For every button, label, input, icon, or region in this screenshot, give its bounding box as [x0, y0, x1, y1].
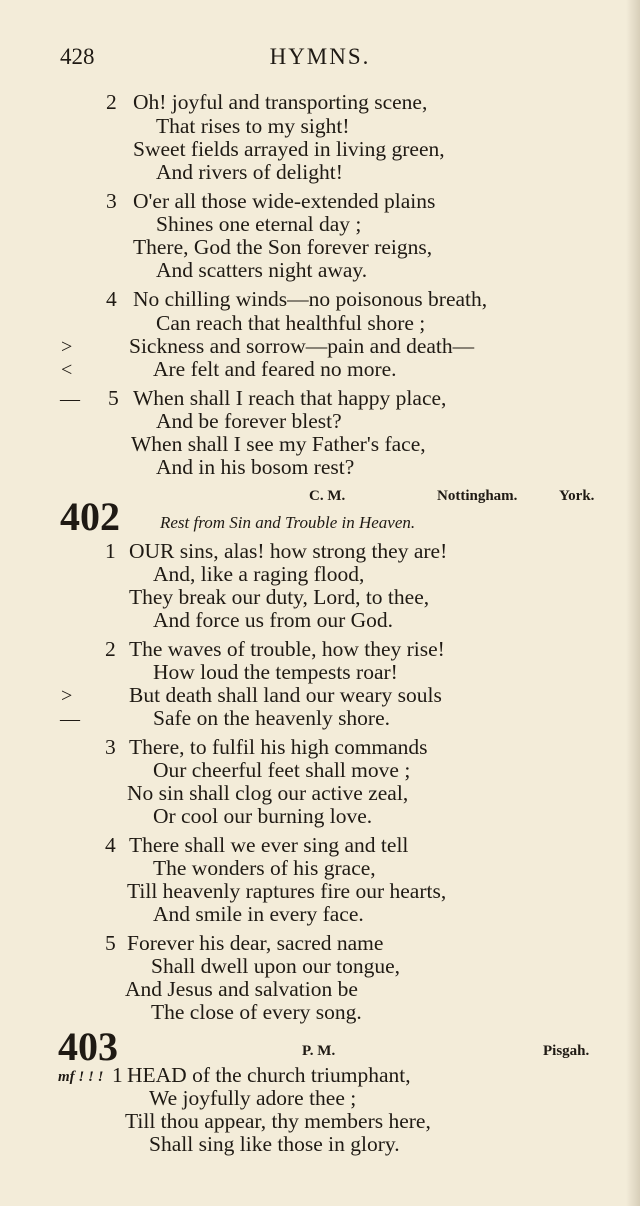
verse-number: 3	[105, 735, 116, 759]
crescendo-mark: >	[61, 685, 73, 707]
page-header	[0, 44, 640, 78]
verse-line: Forever his dear, sacred name	[127, 931, 384, 955]
tune-name: Nottingham.	[437, 488, 518, 504]
verse-number: 2	[106, 90, 117, 114]
page-number: 428	[60, 44, 95, 69]
verse-line: That rises to my sight!	[156, 114, 350, 138]
verse-line: O'er all those wide-extended plains	[133, 189, 436, 213]
verse-line: We joyfully adore thee ;	[149, 1086, 357, 1110]
verse-line: Shines one eternal day ;	[156, 212, 362, 236]
tune-name: York.	[559, 488, 595, 504]
verse-line: How loud the tempests roar!	[153, 660, 398, 684]
verse-line: Shall dwell upon our tongue,	[151, 954, 401, 978]
verse-line: Our cheerful feet shall move ;	[153, 758, 411, 782]
verse-number: 5	[105, 931, 116, 955]
verse-line: And scatters night away.	[156, 258, 368, 282]
verse-number: 3	[106, 189, 117, 213]
verse-line: When shall I see my Father's face,	[131, 432, 426, 456]
diminuendo-mark: <	[61, 359, 73, 381]
verse-number: 4	[105, 833, 116, 857]
verse-line: The wonders of his grace,	[153, 856, 376, 880]
verse-line: The waves of trouble, how they rise!	[129, 637, 445, 661]
verse-line: There shall we ever sing and tell	[129, 833, 409, 857]
verse-line: Shall sing like those in glory.	[149, 1132, 400, 1156]
verse-line: No sin shall clog our active zeal,	[127, 781, 409, 805]
page-edge-shadow	[626, 0, 640, 1206]
hymn-subtitle: Rest from Sin and Trouble in Heaven.	[160, 513, 416, 532]
verse-number: 1	[112, 1063, 123, 1087]
hymn-number: 402	[60, 494, 120, 539]
verse-line: And in his bosom rest?	[156, 455, 355, 479]
hymn-meter: C. M.	[309, 488, 346, 504]
dynamic-mark: mf ! ! !	[58, 1069, 104, 1085]
hymn-meter: P. M.	[302, 1043, 336, 1059]
verse-line: Can reach that healthful shore ;	[156, 311, 426, 335]
verse-line: And smile in every face.	[153, 902, 364, 926]
verse-number: 1	[105, 539, 116, 563]
verse-line: And be forever blest?	[156, 409, 342, 433]
dash-mark: —	[60, 708, 80, 730]
verse-line: Sweet fields arrayed in living green,	[133, 137, 445, 161]
verse-line: No chilling winds—no poisonous breath,	[133, 287, 488, 311]
verse-line: Till thou appear, thy members here,	[125, 1109, 431, 1133]
running-title: HYMNS.	[269, 44, 371, 69]
verse-line: But death shall land our weary souls	[129, 683, 442, 707]
verse-line: Are felt and feared no more.	[153, 357, 397, 381]
hymn-number: 403	[58, 1024, 118, 1069]
verse-line: OUR sins, alas! how strong they are!	[129, 539, 448, 563]
verse-line: Oh! joyful and transporting scene,	[133, 90, 428, 114]
verse-line: There, to fulfil his high commands	[129, 735, 428, 759]
verse-line: Or cool our burning love.	[153, 804, 373, 828]
verse-line: Till heavenly raptures fire our hearts,	[127, 879, 447, 903]
crescendo-mark: >	[61, 336, 73, 358]
tune-name: Pisgah.	[543, 1043, 590, 1059]
verse-number: 2	[105, 637, 116, 661]
verse-line: Sickness and sorrow—pain and death—	[129, 334, 475, 358]
verse-number: 5	[108, 386, 119, 410]
verse-line: HEAD of the church triumphant,	[127, 1063, 411, 1087]
verse-line: And Jesus and salvation be	[125, 977, 358, 1001]
verse-line: The close of every song.	[151, 1000, 362, 1024]
verse-line: When shall I reach that happy place,	[133, 386, 447, 410]
verse-line: And rivers of delight!	[156, 160, 343, 184]
verse-line: Safe on the heavenly shore.	[153, 706, 391, 730]
verse-line: And, like a raging flood,	[153, 562, 365, 586]
verse-line: And force us from our God.	[153, 608, 394, 632]
verse-line: There, God the Son forever reigns,	[133, 235, 433, 259]
verse-line: They break our duty, Lord, to thee,	[129, 585, 430, 609]
verse-number: 4	[106, 287, 117, 311]
dash-mark: —	[60, 388, 80, 410]
